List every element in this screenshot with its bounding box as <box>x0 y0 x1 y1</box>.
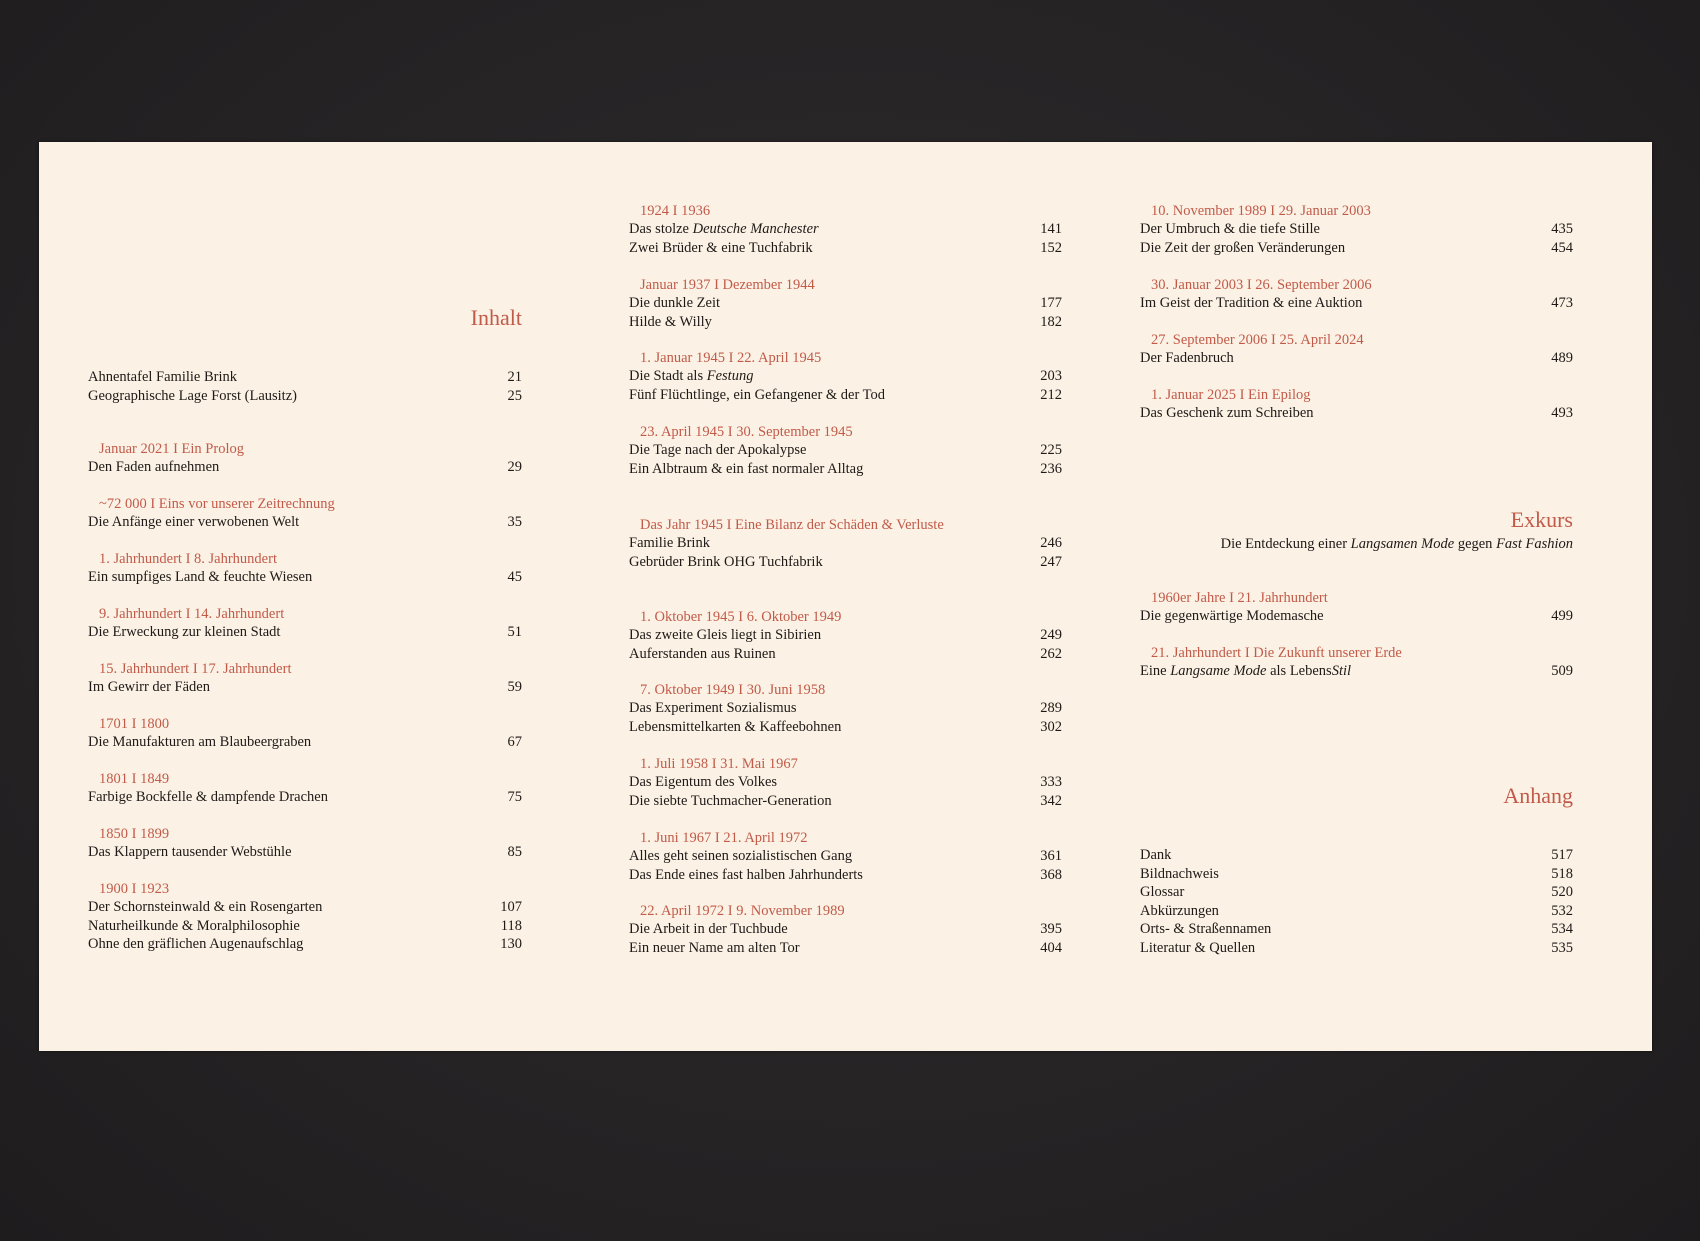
toc-section <box>1140 202 1573 257</box>
toc-entry: Die Zeit der großen Veränderungen 454 <box>1140 239 1573 256</box>
toc-section <box>1140 331 1573 368</box>
toc-page <box>39 142 1652 1051</box>
toc-entry: Das Eigentum des Volkes 333 <box>629 774 1062 790</box>
section-label: 1. Juli 1958 I 31. Mai 1967 <box>640 756 798 772</box>
toc-section <box>629 829 1062 884</box>
toc-section <box>629 681 1062 736</box>
section-label: Das Jahr 1945 I Eine Bilanz der Schäden & Verluste <box>640 517 944 533</box>
toc-entry: Gebrüder Brink OHG Tuchfabrik 247 <box>629 553 1062 570</box>
toc-entry: Die Manufakturen am Blaubeergraben 67 <box>88 734 522 750</box>
toc-section <box>88 440 522 477</box>
toc-entry: Farbige Bockfelle & dampfende Drachen 75 <box>88 789 522 805</box>
section-label: 1900 I 1923 <box>99 881 170 897</box>
toc-entry: Im Geist der Tradition & eine Auktion 473 <box>1140 295 1573 311</box>
heading-exkurs: Exkurs <box>1510 507 1573 532</box>
section-label: 1924 I 1936 <box>640 203 711 219</box>
toc-section <box>629 516 1062 571</box>
section-label: 1801 I 1849 <box>99 771 170 787</box>
toc-section <box>88 605 522 642</box>
toc-entry: Ein sumpfiges Land & feuchte Wiesen 45 <box>88 569 522 585</box>
toc-entry: Familie Brink 246 <box>629 535 1062 551</box>
toc-section <box>88 770 522 807</box>
toc-entry: Zwei Brüder & eine Tuchfabrik 152 <box>629 239 1062 256</box>
toc-entry: Das Experiment Sozialismus 289 <box>629 700 1062 716</box>
toc-section <box>629 608 1062 663</box>
section-label: 1. Januar 2025 I Ein Epilog <box>1151 387 1311 403</box>
toc-entry: Alles geht seinen sozialistischen Gang 361 <box>629 848 1062 864</box>
toc-section <box>1140 644 1573 681</box>
toc-entry: Die Erweckung zur kleinen Stadt 51 <box>88 624 522 640</box>
section-label: 7. Oktober 1949 I 30. Juni 1958 <box>640 682 826 698</box>
section-label: 1701 I 1800 <box>99 716 170 732</box>
toc-entry: Das stolze Deutsche Manchester 141 <box>629 221 1062 237</box>
section-label: 1. Januar 1945 I 22. April 1945 <box>640 350 822 366</box>
toc-section <box>629 349 1062 404</box>
section-label: 1. Juni 1967 I 21. April 1972 <box>640 830 808 846</box>
toc-entry: Das zweite Gleis liegt in Sibirien 249 <box>629 627 1062 643</box>
toc-entry: Die Arbeit in der Tuchbude 395 <box>629 921 1062 937</box>
section-label: 1960er Jahre I 21. Jahrhundert <box>1151 590 1328 606</box>
toc-entry: Literatur & Quellen 535 <box>1140 939 1573 956</box>
toc-entry: Das Geschenk zum Schreiben 493 <box>1140 405 1573 421</box>
toc-entry: Das Klappern tausender Webstühle 85 <box>88 844 522 860</box>
toc-entry: Ein Albtraum & ein fast normaler Alltag 236 <box>629 460 1062 477</box>
toc-section <box>88 660 522 697</box>
section-label: 1. Jahrhundert I 8. Jahrhundert <box>99 551 277 567</box>
toc-entry: Die siebte Tuchmacher-Generation 342 <box>629 792 1062 809</box>
toc-section <box>88 495 522 532</box>
toc-entry: Die gegenwärtige Modemasche 499 <box>1140 608 1573 624</box>
toc-entry: Den Faden aufnehmen 29 <box>88 459 522 475</box>
section-label: 1. Oktober 1945 I 6. Oktober 1949 <box>640 609 842 625</box>
toc-entry: Der Umbruch & die tiefe Stille 435 <box>1140 221 1573 237</box>
toc-section <box>88 825 522 862</box>
toc-entry: Bildnachweis 518 <box>1140 865 1573 882</box>
section-label: 22. April 1972 I 9. November 1989 <box>640 903 845 919</box>
toc-entry: Glossar 520 <box>1140 884 1573 900</box>
toc-entry: Im Gewirr der Fäden 59 <box>88 679 522 695</box>
heading-inhalt: Inhalt <box>470 305 522 330</box>
toc-entry: Das Ende eines fast halben Jahrhunderts 368 <box>629 866 1062 883</box>
toc-entry: Lebensmittelkarten & Kaffeebohnen 302 <box>629 718 1062 735</box>
toc-entry: Die Anfänge einer verwobenen Welt 35 <box>88 514 522 530</box>
toc-entry: Die Tage nach der Apokalypse 225 <box>629 442 1062 458</box>
toc-section <box>629 276 1062 331</box>
toc-entry: Abkürzungen 532 <box>1140 902 1573 919</box>
toc-section <box>629 423 1062 478</box>
section-label: Januar 2021 I Ein Prolog <box>99 441 244 457</box>
toc-section <box>88 715 522 752</box>
section-label: 27. September 2006 I 25. April 2024 <box>1151 332 1364 348</box>
toc-entry: Die dunkle Zeit 177 <box>629 295 1062 311</box>
toc-section <box>88 880 522 954</box>
toc-section <box>629 755 1062 810</box>
toc-entry: Die Stadt als Festung 203 <box>629 368 1062 384</box>
toc-section <box>1140 386 1573 423</box>
section-label: Januar 1937 I Dezember 1944 <box>640 277 815 293</box>
toc-entry: Geographische Lage Forst (Lausitz) 25 <box>88 387 522 404</box>
front-matter <box>88 368 522 405</box>
anhang-list <box>1140 846 1573 957</box>
toc-entry: Dank 517 <box>1140 847 1573 863</box>
heading-anhang: Anhang <box>1503 783 1573 808</box>
toc-entry: Hilde & Willy 182 <box>629 313 1062 330</box>
toc-section <box>629 202 1062 257</box>
toc-section <box>88 550 522 587</box>
toc-section <box>1140 589 1573 626</box>
toc-entry: Ohne den gräflichen Augenaufschlag 130 <box>88 936 522 952</box>
toc-entry: Ahnentafel Familie Brink 21 <box>88 369 522 385</box>
section-label: 10. November 1989 I 29. Januar 2003 <box>1151 203 1371 219</box>
toc-entry: Fünf Flüchtlinge, ein Gefangener & der Tod 212 <box>629 386 1062 403</box>
toc-entry: Auferstanden aus Ruinen 262 <box>629 645 1062 662</box>
toc-entry: Eine Langsame Mode als LebensStil 509 <box>1140 663 1573 679</box>
toc-entry: Orts- & Straßennamen 534 <box>1140 921 1573 937</box>
toc-entry: Ein neuer Name am alten Tor 404 <box>629 939 1062 956</box>
section-label: 1850 I 1899 <box>99 826 170 842</box>
exkurs-subtitle: Die Entdeckung einer Langsamen Mode gegen Fast Fashion <box>1220 536 1573 552</box>
section-label: 9. Jahrhundert I 14. Jahrhundert <box>99 606 285 622</box>
section-label: 15. Jahrhundert I 17. Jahrhundert <box>99 661 292 677</box>
section-label: ~72 000 I Eins vor unserer Zeitrechnung <box>99 496 335 512</box>
section-label: 23. April 1945 I 30. September 1945 <box>640 424 853 440</box>
toc-entry: Naturheilkunde & Moralphilosophie 118 <box>88 917 522 934</box>
toc-entry: Der Schornsteinwald & ein Rosengarten 107 <box>88 899 522 915</box>
toc-section <box>629 902 1062 957</box>
section-label: 30. Januar 2003 I 26. September 2006 <box>1151 277 1372 293</box>
toc-section <box>1140 276 1573 313</box>
toc-entry: Der Fadenbruch 489 <box>1140 350 1573 366</box>
section-label: 21. Jahrhundert I Die Zukunft unserer Erde <box>1151 645 1402 661</box>
